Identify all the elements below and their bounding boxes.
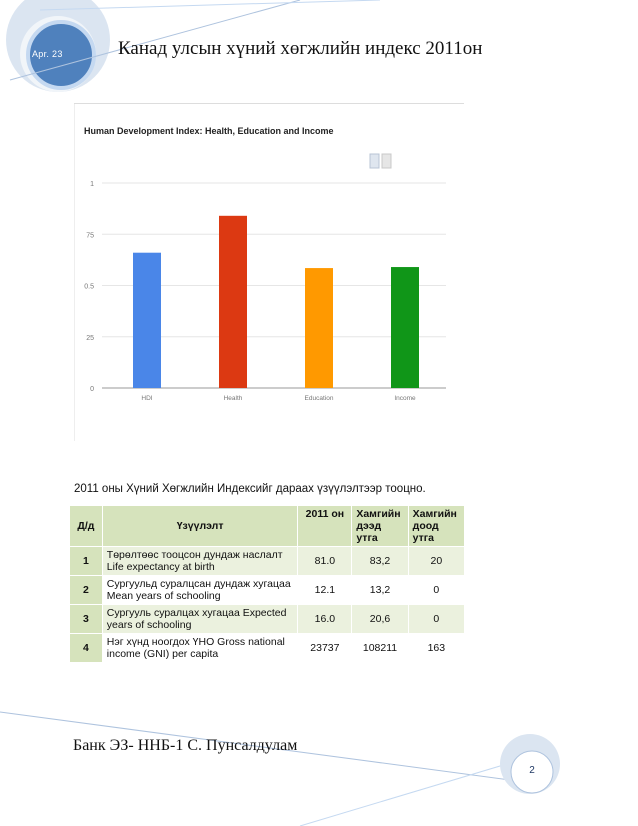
- x-tick-label: Income: [394, 395, 416, 402]
- row-year-value: 23737: [298, 634, 352, 663]
- intro-text: 2011 оны Хүний Хөгжлийн Индексийг дараах үзүүлэлтээр тооцно.: [74, 483, 426, 495]
- y-tick-label: 0.5: [84, 283, 94, 291]
- footer-author: Банк ЭЗ- ННБ-1 С. Пунсалдулам: [73, 737, 298, 754]
- row-index: 2: [70, 576, 103, 605]
- header-year: 2011 он: [298, 506, 352, 547]
- table-row: [70, 547, 465, 576]
- row-indicator: Нэг хүнд ноогдох ҮНО Gross national income (GNI) per capita: [102, 634, 298, 663]
- row-min-value: 20: [408, 547, 464, 576]
- y-tick-label: 1: [90, 181, 94, 188]
- row-max-value: 20,6: [352, 605, 408, 634]
- chart-title: Human Development Index: Health, Education and Income: [84, 126, 334, 136]
- row-year-value: 81.0: [298, 547, 352, 576]
- row-min-value: 0: [408, 605, 464, 634]
- bar-health[interactable]: [219, 216, 247, 388]
- header-max: Хамгийн дээд утга: [352, 506, 408, 547]
- page-title: Канад улсын хүний хөгжлийн индекс 2011он: [118, 38, 483, 59]
- row-max-value: 13,2: [352, 576, 408, 605]
- header-min: Хамгийн доод утга: [408, 506, 464, 547]
- row-indicator: Сургуульд суралцсан дундаж хугацаа Mean years of schooling: [102, 576, 298, 605]
- row-indicator: Төрөлтөөс тооцсон дундаж наслалт Life expectancy at birth: [102, 547, 298, 576]
- x-tick-label: Education: [304, 395, 334, 402]
- row-year-value: 12.1: [298, 576, 352, 605]
- header-indicator: Үзүүлэлт: [102, 506, 298, 547]
- x-tick-label: HDI: [141, 395, 153, 402]
- row-max-value: 108211: [352, 634, 408, 663]
- hdi-bar-chart: [74, 103, 464, 441]
- table-row: [70, 634, 465, 663]
- chart-toolbar-icons[interactable]: [370, 154, 391, 168]
- row-index: 3: [70, 605, 103, 634]
- y-tick-label: 0: [90, 386, 94, 393]
- bar-income[interactable]: [391, 267, 419, 388]
- bar-hdi[interactable]: [133, 253, 161, 388]
- row-min-value: 163: [408, 634, 464, 663]
- bar-education[interactable]: [305, 268, 333, 388]
- row-year-value: 16.0: [298, 605, 352, 634]
- y-tick-label: 75: [86, 232, 94, 240]
- table-header-row: [70, 506, 465, 547]
- page-number: 2: [529, 765, 535, 776]
- row-min-value: 0: [408, 576, 464, 605]
- row-index: 4: [70, 634, 103, 663]
- y-tick-label: 25: [86, 334, 94, 342]
- header-index: Д/д: [70, 506, 103, 547]
- table-row: [70, 576, 465, 605]
- x-tick-label: Health: [223, 395, 243, 402]
- hdi-table: [69, 505, 465, 663]
- row-max-value: 83,2: [352, 547, 408, 576]
- date-badge: Apr. 23: [32, 49, 63, 59]
- row-index: 1: [70, 547, 103, 576]
- table-row: [70, 605, 465, 634]
- row-indicator: Сургууль суралцах хугацаа Expected years of schooling: [102, 605, 298, 634]
- chart-panel: [74, 103, 464, 441]
